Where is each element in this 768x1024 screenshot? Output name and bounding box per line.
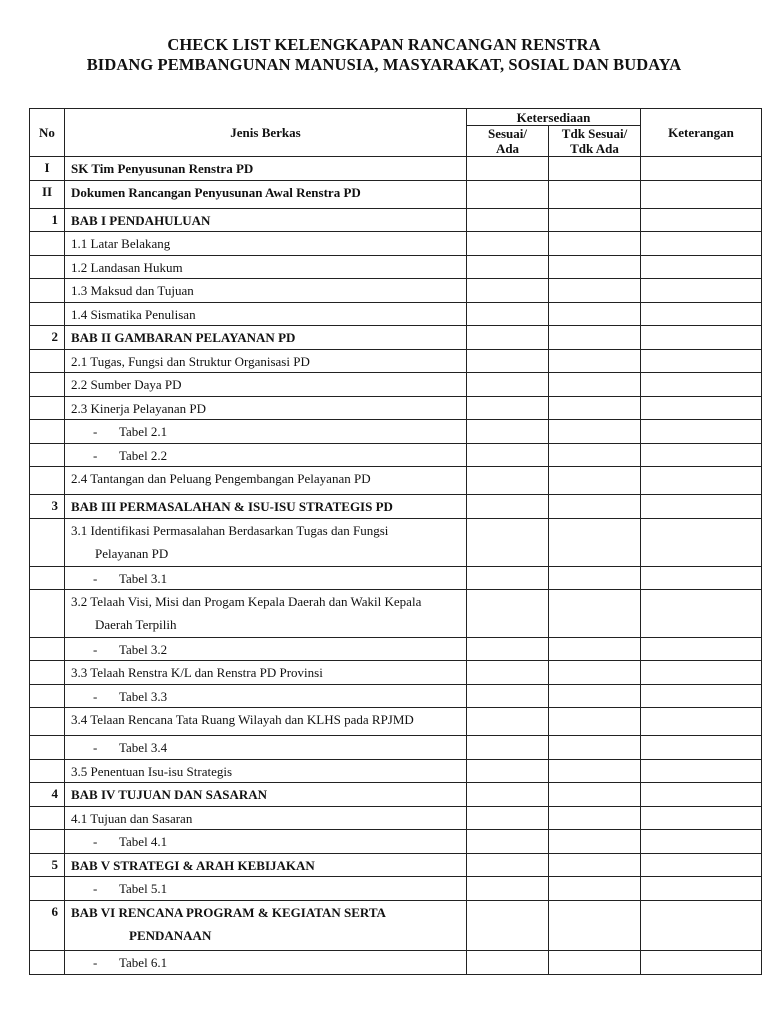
sesuai-cell xyxy=(467,444,549,467)
table-ref-item xyxy=(65,567,467,590)
item-text: SK Tim Penyusunan Renstra PD xyxy=(71,161,254,176)
item-text: - Tabel 6.1 xyxy=(71,954,466,971)
sesuai-cell xyxy=(467,661,549,685)
tdk-sesuai-cell xyxy=(549,444,641,467)
item-text: 3.5 Penentuan Isu-isu Strategis xyxy=(71,764,233,779)
keterangan-cell xyxy=(641,397,762,420)
subsection-item xyxy=(65,590,467,638)
row-number xyxy=(30,303,65,326)
sesuai-cell xyxy=(467,397,549,420)
section-heading xyxy=(65,157,467,181)
keterangan-cell xyxy=(641,256,762,279)
item-text: - Tabel 5.1 xyxy=(71,880,466,897)
item-text-continued: Pelayanan PD xyxy=(95,546,169,561)
row-number xyxy=(30,444,65,467)
tdk-sesuai-cell xyxy=(549,256,641,279)
sesuai-cell xyxy=(467,807,549,830)
tdk-sesuai-cell xyxy=(549,495,641,519)
item-text: - Tabel 2.2 xyxy=(71,447,466,464)
item-text: 2.1 Tugas, Fungsi dan Struktur Organisasi PD xyxy=(71,354,310,369)
sesuai-cell xyxy=(467,181,549,209)
row-number xyxy=(30,830,65,854)
table-row xyxy=(30,495,762,519)
keterangan-cell xyxy=(641,181,762,209)
row-number xyxy=(30,951,65,975)
item-text: BAB V STRATEGI & ARAH KEBIJAKAN xyxy=(71,858,315,873)
item-text-continued: PENDANAAN xyxy=(129,928,212,943)
sesuai-cell xyxy=(467,495,549,519)
table-row xyxy=(30,209,762,232)
sesuai-cell xyxy=(467,567,549,590)
table-row xyxy=(30,877,762,901)
table-row xyxy=(30,708,762,736)
item-text: 2.3 Kinerja Pelayanan PD xyxy=(71,401,207,416)
keterangan-cell xyxy=(641,901,762,951)
keterangan-cell xyxy=(641,232,762,256)
table-row xyxy=(30,467,762,495)
row-number xyxy=(30,590,65,638)
row-number xyxy=(30,279,65,303)
row-number: 3 xyxy=(30,495,65,519)
row-number: 4 xyxy=(30,783,65,807)
sesuai-cell xyxy=(467,373,549,397)
sesuai-cell xyxy=(467,685,549,708)
section-heading xyxy=(65,783,467,807)
keterangan-cell xyxy=(641,519,762,567)
keterangan-cell xyxy=(641,877,762,901)
item-text: BAB IV TUJUAN DAN SASARAN xyxy=(71,787,267,802)
table-row xyxy=(30,350,762,373)
tdk-sesuai-cell xyxy=(549,901,641,951)
row-number xyxy=(30,232,65,256)
table-ref-item xyxy=(65,685,467,708)
section-heading xyxy=(65,209,467,232)
tdk-sesuai-cell xyxy=(549,783,641,807)
sesuai-cell xyxy=(467,951,549,975)
table-row xyxy=(30,303,762,326)
tdk-sesuai-cell xyxy=(549,397,641,420)
keterangan-cell xyxy=(641,638,762,661)
sesuai-cell xyxy=(467,901,549,951)
table-row xyxy=(30,326,762,350)
table-row xyxy=(30,397,762,420)
subsection-item xyxy=(65,708,467,736)
keterangan-cell xyxy=(641,567,762,590)
header-no: No xyxy=(30,109,65,157)
keterangan-cell xyxy=(641,661,762,685)
sesuai-cell xyxy=(467,708,549,736)
section-heading xyxy=(65,181,467,209)
row-number xyxy=(30,877,65,901)
item-text: 1.4 Sismatika Penulisan xyxy=(71,307,196,322)
subsection-item xyxy=(65,760,467,783)
sesuai-cell xyxy=(467,420,549,444)
keterangan-cell xyxy=(641,420,762,444)
item-text: Dokumen Rancangan Penyusunan Awal Renstra PD xyxy=(71,185,361,200)
table-row xyxy=(30,901,762,951)
table-row xyxy=(30,181,762,209)
row-number xyxy=(30,807,65,830)
subsection-item xyxy=(65,397,467,420)
table-ref-item xyxy=(65,830,467,854)
item-text: BAB VI RENCANA PROGRAM & KEGIATAN SERTA xyxy=(71,905,386,920)
sesuai-cell xyxy=(467,854,549,877)
row-number xyxy=(30,256,65,279)
subsection-item xyxy=(65,350,467,373)
item-text: 2.4 Tantangan dan Peluang Pengembangan Pelayanan PD xyxy=(71,471,371,486)
table-row xyxy=(30,685,762,708)
subsection-item xyxy=(65,303,467,326)
tdk-sesuai-cell xyxy=(549,760,641,783)
item-text: 4.1 Tujuan dan Sasaran xyxy=(71,811,193,826)
subsection-item xyxy=(65,279,467,303)
table-row xyxy=(30,420,762,444)
sesuai-cell xyxy=(467,877,549,901)
row-number xyxy=(30,685,65,708)
document-title: CHECK LIST KELENGKAPAN RANCANGAN RENSTRA xyxy=(167,35,601,54)
row-number xyxy=(30,638,65,661)
table-row xyxy=(30,760,762,783)
keterangan-cell xyxy=(641,467,762,495)
keterangan-cell xyxy=(641,951,762,975)
item-text: 1.1 Latar Belakang xyxy=(71,236,171,251)
tdk-sesuai-cell xyxy=(549,326,641,350)
header-keterangan: Keterangan xyxy=(641,109,762,157)
item-text: - Tabel 3.4 xyxy=(71,739,466,756)
table-ref-item xyxy=(65,444,467,467)
keterangan-cell xyxy=(641,326,762,350)
row-number xyxy=(30,760,65,783)
tdk-sesuai-cell xyxy=(549,467,641,495)
subsection-item xyxy=(65,373,467,397)
tdk-sesuai-cell xyxy=(549,420,641,444)
item-text: - Tabel 3.1 xyxy=(71,570,466,587)
table-row xyxy=(30,232,762,256)
sesuai-cell xyxy=(467,232,549,256)
tdk-sesuai-cell xyxy=(549,854,641,877)
subsection-item xyxy=(65,256,467,279)
row-number xyxy=(30,467,65,495)
sesuai-cell xyxy=(467,783,549,807)
tdk-sesuai-cell xyxy=(549,661,641,685)
row-number: I xyxy=(30,157,65,181)
keterangan-cell xyxy=(641,830,762,854)
section-heading xyxy=(65,854,467,877)
sesuai-cell xyxy=(467,279,549,303)
keterangan-cell xyxy=(641,444,762,467)
keterangan-cell xyxy=(641,854,762,877)
sesuai-cell xyxy=(467,830,549,854)
table-row xyxy=(30,951,762,975)
table-row xyxy=(30,519,762,567)
sesuai-cell xyxy=(467,303,549,326)
keterangan-cell xyxy=(641,303,762,326)
tdk-sesuai-cell xyxy=(549,830,641,854)
row-number xyxy=(30,373,65,397)
tdk-sesuai-cell xyxy=(549,519,641,567)
subsection-item xyxy=(65,807,467,830)
row-number: 1 xyxy=(30,209,65,232)
tdk-sesuai-cell xyxy=(549,303,641,326)
item-text: - Tabel 3.2 xyxy=(71,641,466,658)
header-tdk-sesuai: Tdk Sesuai/ Tdk Ada xyxy=(549,126,641,157)
section-heading xyxy=(65,326,467,350)
sesuai-cell xyxy=(467,209,549,232)
item-text: BAB I PENDAHULUAN xyxy=(71,213,211,228)
table-row xyxy=(30,638,762,661)
sesuai-cell xyxy=(467,350,549,373)
keterangan-cell xyxy=(641,708,762,736)
sesuai-cell xyxy=(467,256,549,279)
item-text: 3.1 Identifikasi Permasalahan Berdasarkan Tugas dan Fungsi xyxy=(71,523,389,538)
table-ref-item xyxy=(65,951,467,975)
keterangan-cell xyxy=(641,373,762,397)
table-ref-item xyxy=(65,638,467,661)
tdk-sesuai-cell xyxy=(549,685,641,708)
keterangan-cell xyxy=(641,685,762,708)
table-row xyxy=(30,567,762,590)
item-text: BAB II GAMBARAN PELAYANAN PD xyxy=(71,330,296,345)
subsection-item xyxy=(65,661,467,685)
keterangan-cell xyxy=(641,783,762,807)
sesuai-cell xyxy=(467,736,549,760)
tdk-sesuai-cell xyxy=(549,181,641,209)
header-ketersediaan: Ketersediaan xyxy=(467,109,641,126)
header-jenis-berkas: Jenis Berkas xyxy=(65,109,467,157)
tdk-sesuai-cell xyxy=(549,373,641,397)
item-text-continued: Daerah Terpilih xyxy=(95,617,177,632)
tdk-sesuai-cell xyxy=(549,209,641,232)
item-text: 3.2 Telaah Visi, Misi dan Progam Kepala Daerah dan Wakil Kepala xyxy=(71,594,422,609)
header-sesuai: Sesuai/ Ada xyxy=(467,126,549,157)
keterangan-cell xyxy=(641,495,762,519)
keterangan-cell xyxy=(641,350,762,373)
row-number xyxy=(30,350,65,373)
sesuai-cell xyxy=(467,519,549,567)
table-ref-item xyxy=(65,420,467,444)
sesuai-cell xyxy=(467,326,549,350)
keterangan-cell xyxy=(641,209,762,232)
tdk-sesuai-cell xyxy=(549,567,641,590)
row-number xyxy=(30,420,65,444)
sesuai-cell xyxy=(467,467,549,495)
document-subtitle: BIDANG PEMBANGUNAN MANUSIA, MASYARAKAT, SOSIAL DAN BUDAYA xyxy=(86,55,682,74)
row-number xyxy=(30,736,65,760)
sesuai-cell xyxy=(467,760,549,783)
tdk-sesuai-cell xyxy=(549,279,641,303)
section-heading xyxy=(65,495,467,519)
table-row xyxy=(30,444,762,467)
table-row xyxy=(30,590,762,638)
tdk-sesuai-cell xyxy=(549,807,641,830)
table-row xyxy=(30,807,762,830)
tdk-sesuai-cell xyxy=(549,708,641,736)
table-row xyxy=(30,854,762,877)
row-number: 6 xyxy=(30,901,65,951)
row-number xyxy=(30,661,65,685)
row-number: II xyxy=(30,181,65,209)
subsection-item xyxy=(65,467,467,495)
section-heading xyxy=(65,901,467,951)
table-row xyxy=(30,830,762,854)
keterangan-cell xyxy=(641,590,762,638)
item-text: 3.4 Telaan Rencana Tata Ruang Wilayah dan KLHS pada RPJMD xyxy=(71,712,414,727)
tdk-sesuai-cell xyxy=(549,877,641,901)
tdk-sesuai-cell xyxy=(549,590,641,638)
tdk-sesuai-cell xyxy=(549,638,641,661)
row-number xyxy=(30,567,65,590)
table-row xyxy=(30,279,762,303)
table-row xyxy=(30,661,762,685)
row-number xyxy=(30,519,65,567)
table-ref-item xyxy=(65,736,467,760)
tdk-sesuai-cell xyxy=(549,350,641,373)
item-text: 1.3 Maksud dan Tujuan xyxy=(71,283,194,298)
table-row xyxy=(30,736,762,760)
item-text: BAB III PERMASALAHAN & ISU-ISU STRATEGIS PD xyxy=(71,499,393,514)
keterangan-cell xyxy=(641,157,762,181)
item-text: 1.2 Landasan Hukum xyxy=(71,260,183,275)
sesuai-cell xyxy=(467,157,549,181)
row-number xyxy=(30,397,65,420)
keterangan-cell xyxy=(641,807,762,830)
item-text: 3.3 Telaah Renstra K/L dan Renstra PD Provinsi xyxy=(71,665,323,680)
table-row xyxy=(30,373,762,397)
table-ref-item xyxy=(65,877,467,901)
subsection-item xyxy=(65,519,467,567)
table-row xyxy=(30,157,762,181)
tdk-sesuai-cell xyxy=(549,951,641,975)
keterangan-cell xyxy=(641,279,762,303)
item-text: - Tabel 2.1 xyxy=(71,423,466,440)
row-number: 2 xyxy=(30,326,65,350)
item-text: 2.2 Sumber Daya PD xyxy=(71,377,182,392)
sesuai-cell xyxy=(467,638,549,661)
tdk-sesuai-cell xyxy=(549,736,641,760)
keterangan-cell xyxy=(641,736,762,760)
item-text: - Tabel 4.1 xyxy=(71,833,466,850)
row-number: 5 xyxy=(30,854,65,877)
row-number xyxy=(30,708,65,736)
table-row xyxy=(30,256,762,279)
checklist-table xyxy=(29,108,762,975)
sesuai-cell xyxy=(467,590,549,638)
tdk-sesuai-cell xyxy=(549,157,641,181)
table-row xyxy=(30,783,762,807)
subsection-item xyxy=(65,232,467,256)
tdk-sesuai-cell xyxy=(549,232,641,256)
item-text: - Tabel 3.3 xyxy=(71,688,466,705)
keterangan-cell xyxy=(641,760,762,783)
